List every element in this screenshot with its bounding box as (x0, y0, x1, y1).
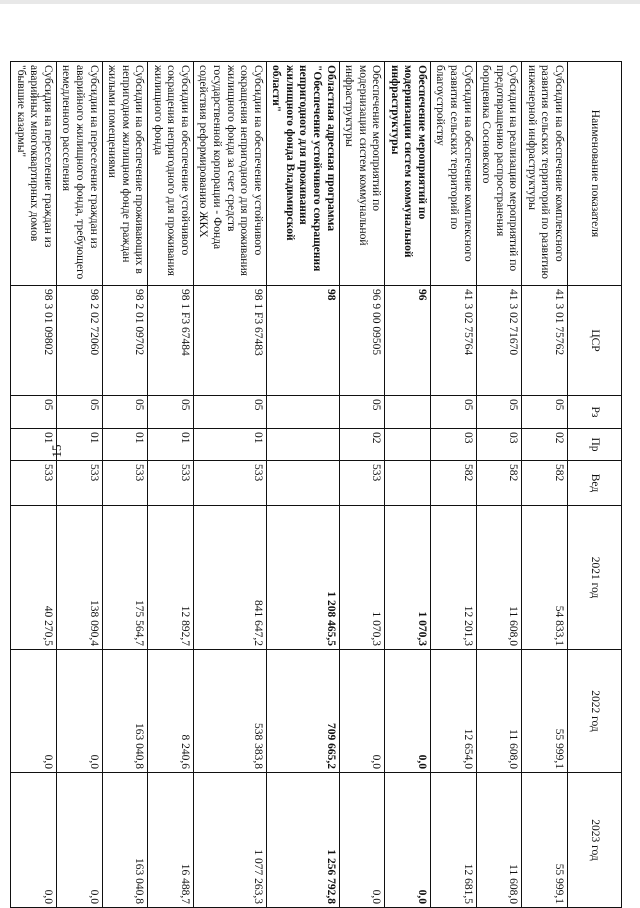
row-2023: 0,0 (385, 773, 431, 908)
row-ved: 533 (56, 461, 102, 506)
table-row (11, 62, 57, 908)
row-pr: 03 (476, 429, 522, 461)
row-name: Субсидии на обеспечение проживающих в непригодном жилищном фонде граждан жилыми помещениями (102, 62, 148, 286)
row-csr: 98 2 01 09702 (102, 286, 148, 396)
table-row (339, 62, 385, 908)
row-rz: 05 (148, 396, 194, 429)
row-2022: 55 999,1 (522, 650, 568, 773)
row-pr: 01 (148, 429, 194, 461)
budget-table (10, 61, 622, 908)
row-csr: 98 1 F3 67483 (193, 286, 266, 396)
row-ved: 533 (148, 461, 194, 506)
rotated-table-container (14, 61, 622, 907)
row-csr: 98 2 02 72060 (56, 286, 102, 396)
header-ved: Вед (568, 461, 622, 506)
row-csr: 41 3 02 71670 (476, 286, 522, 396)
row-csr: 98 1 F3 67484 (148, 286, 194, 396)
row-rz: 05 (11, 396, 57, 429)
row-2021: 12 892,7 (148, 506, 194, 650)
row-rz: 05 (102, 396, 148, 429)
table-row (102, 62, 148, 908)
row-2021: 11 608,0 (476, 506, 522, 650)
row-pr: 03 (430, 429, 476, 461)
row-csr: 98 (266, 286, 339, 396)
row-name: Субсидия на переселение граждан из аварийных многоквартирных домов "бывшие казармы" (11, 62, 57, 286)
row-2022: 709 665,2 (266, 650, 339, 773)
row-2023: 1 077 263,3 (193, 773, 266, 908)
row-2021: 175 564,7 (102, 506, 148, 650)
row-csr: 41 3 01 75762 (522, 286, 568, 396)
row-2023: 163 040,8 (102, 773, 148, 908)
row-pr: 02 (339, 429, 385, 461)
row-2023: 11 608,0 (476, 773, 522, 908)
table-row (476, 62, 522, 908)
row-2022: 0,0 (56, 650, 102, 773)
header-2022: 2022 год (568, 650, 622, 773)
header-rz: Рз (568, 396, 622, 429)
row-pr: 01 (11, 429, 57, 461)
row-2021: 54 833,1 (522, 506, 568, 650)
table-row (56, 62, 102, 908)
row-ved: 533 (11, 461, 57, 506)
row-pr: 01 (102, 429, 148, 461)
row-2023: 55 999,1 (522, 773, 568, 908)
table-body (11, 62, 568, 908)
row-2023: 16 488,7 (148, 773, 194, 908)
row-name: Субсидии на реализацию мероприятий по предотвращению распространения борщевика Сосновского (476, 62, 522, 286)
row-pr (266, 429, 339, 461)
row-ved: 533 (193, 461, 266, 506)
row-pr: 01 (193, 429, 266, 461)
table-row (148, 62, 194, 908)
page-number: 15 (49, 444, 64, 458)
row-csr: 96 9 00 09505 (339, 286, 385, 396)
row-rz (385, 396, 431, 429)
row-2022: 538 383,8 (193, 650, 266, 773)
row-rz: 05 (522, 396, 568, 429)
table-row (522, 62, 568, 908)
table-row (430, 62, 476, 908)
row-2022: 0,0 (11, 650, 57, 773)
row-2023: 1 256 792,8 (266, 773, 339, 908)
row-csr: 41 3 02 75764 (430, 286, 476, 396)
row-2022: 0,0 (339, 650, 385, 773)
row-2023: 0,0 (339, 773, 385, 908)
row-name: Субсидии на обеспечение комплексного развития сельских территорий по благоустройству (430, 62, 476, 286)
header-csr: ЦСР (568, 286, 622, 396)
row-rz: 05 (430, 396, 476, 429)
row-2021: 841 647,2 (193, 506, 266, 650)
row-2021: 1 070,3 (339, 506, 385, 650)
row-name: Областная адресная программа "Обеспечение устойчивого сокращения непригодного для проживания жилищного фонда Владимирской области" (266, 62, 339, 286)
row-ved: 582 (430, 461, 476, 506)
row-pr: 01 (56, 429, 102, 461)
row-pr (385, 429, 431, 461)
header-2021: 2021 год (568, 506, 622, 650)
row-name: Субсидии на обеспечение комплексного развития сельских территорий по развитию инженерной инфраструктуры (522, 62, 568, 286)
row-name: Субсидии на обеспечение устойчивого сокращения непригодного для проживания жилищного фонда за счет средств государственной корпорации - Фонда содействия реформированию ЖКХ (193, 62, 266, 286)
row-2022: 11 608,0 (476, 650, 522, 773)
table-row (193, 62, 266, 908)
row-name: Обеспечение мероприятий по модернизации систем коммунальной инфраструктуры (339, 62, 385, 286)
row-2021: 1 208 465,5 (266, 506, 339, 650)
header-pr: Пр (568, 429, 622, 461)
row-ved: 582 (476, 461, 522, 506)
row-csr: 96 (385, 286, 431, 396)
row-2022: 8 240,6 (148, 650, 194, 773)
row-2021: 1 070,3 (385, 506, 431, 650)
scan-edge (0, 0, 640, 4)
row-2023: 12 681,5 (430, 773, 476, 908)
row-rz: 05 (476, 396, 522, 429)
row-rz: 05 (339, 396, 385, 429)
table-header-row (568, 62, 622, 908)
row-2022: 12 654,0 (430, 650, 476, 773)
row-2022: 0,0 (385, 650, 431, 773)
row-ved: 533 (339, 461, 385, 506)
row-2023: 0,0 (11, 773, 57, 908)
table-row (385, 62, 431, 908)
row-2021: 40 270,5 (11, 506, 57, 650)
row-name: Субсидии на обеспечение устойчивого сокращения непригодного для проживания жилищного фонда (148, 62, 194, 286)
row-name: Субсидии на переселение граждан из аварийного жилищного фонда, требующего немедленного расселения (56, 62, 102, 286)
table-row (266, 62, 339, 908)
row-pr: 02 (522, 429, 568, 461)
row-ved (385, 461, 431, 506)
row-2022: 163 040,8 (102, 650, 148, 773)
row-rz: 05 (193, 396, 266, 429)
header-2023: 2023 год (568, 773, 622, 908)
header-name: Наименование показателя (568, 62, 622, 286)
row-rz (266, 396, 339, 429)
row-rz: 05 (56, 396, 102, 429)
row-ved: 533 (102, 461, 148, 506)
row-name: Обеспечение мероприятий по модернизации систем коммунальной инфраструктуры (385, 62, 431, 286)
row-2021: 12 201,3 (430, 506, 476, 650)
row-2023: 0,0 (56, 773, 102, 908)
row-2021: 138 090,4 (56, 506, 102, 650)
row-ved: 582 (522, 461, 568, 506)
row-csr: 98 3 01 09802 (11, 286, 57, 396)
row-ved (266, 461, 339, 506)
